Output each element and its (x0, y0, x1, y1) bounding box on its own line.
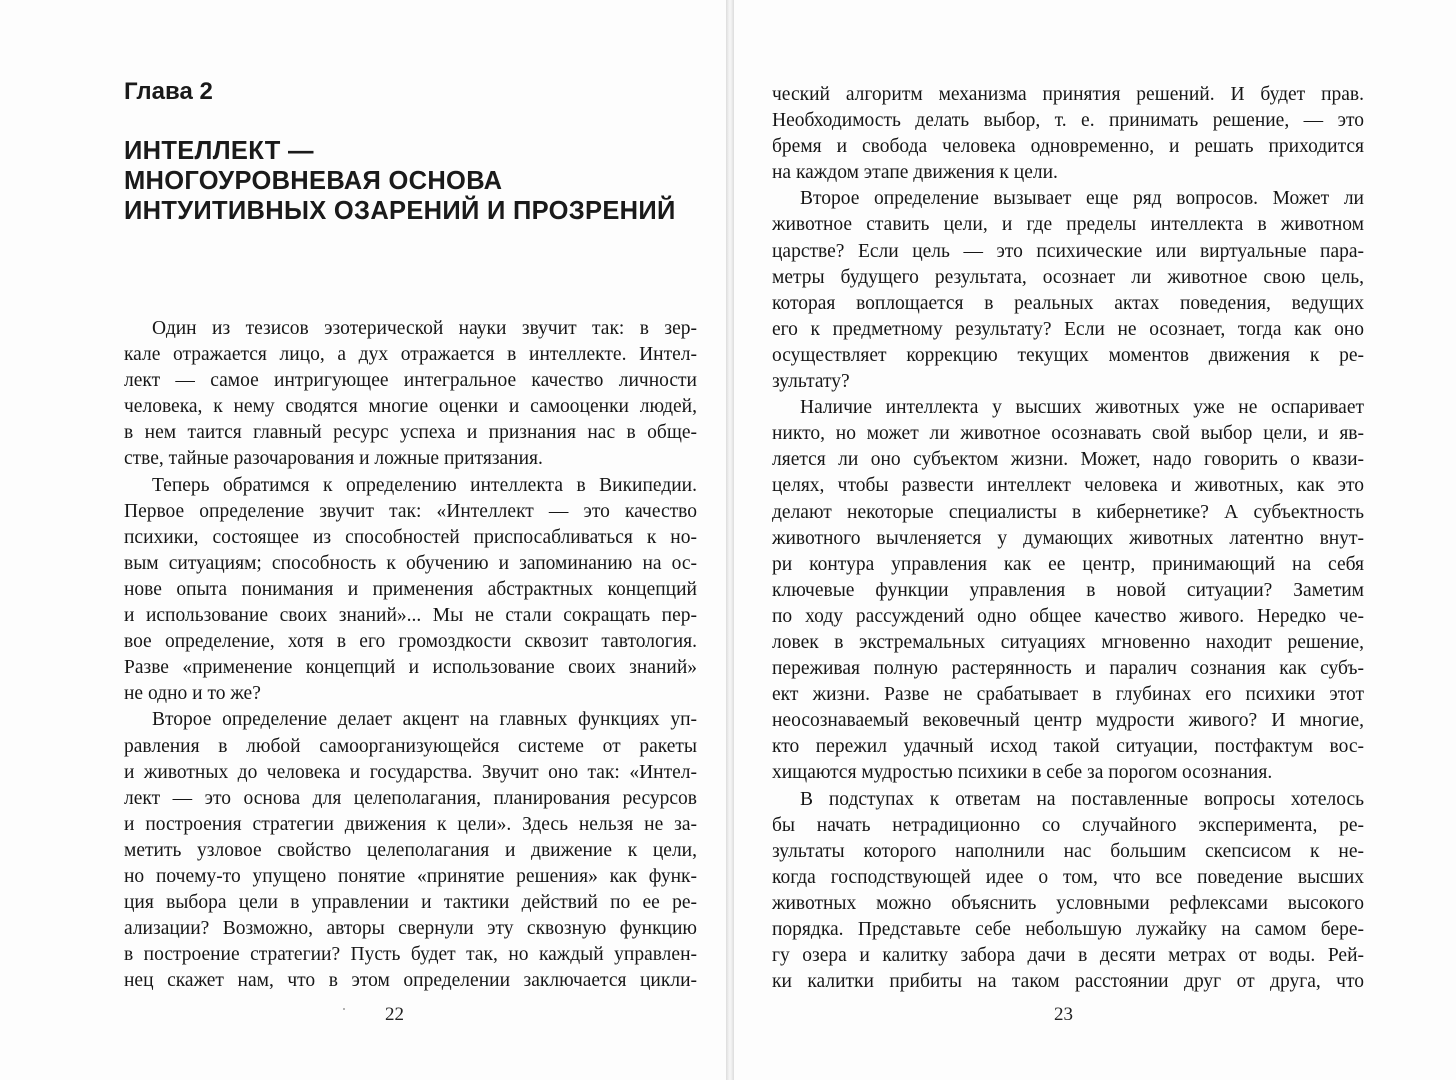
text-line: ки калитки прибиты на таком расстоянии друг от друга, что (772, 971, 1364, 993)
title-line: МНОГОУРОВНЕВАЯ ОСНОВА (124, 167, 503, 195)
text-line: не одно и то же? (124, 683, 261, 705)
text-line: Первое определение звучит так: «Интеллект — это качество (124, 500, 697, 522)
text-line: переживая полную растерянность и паралич сознания как субъ- (772, 658, 1364, 680)
print-speck (343, 1008, 345, 1010)
text-line: бремя и свобода человека одновременно, и решать приходится (772, 136, 1364, 158)
page-number: 22 (385, 1004, 404, 1025)
text-line: Один из тезисов эзотерической науки звучит так: в зер- (152, 318, 697, 339)
text-line: лект — самое интригующее интегральное качество личности (124, 370, 697, 392)
text-line: зультаты которого наполнили нас большим скепсисом к не- (772, 840, 1364, 862)
text-line: в нем таится главный ресурс успеха и признания нас в обще- (124, 422, 697, 444)
text-line: на каждом этапе движения к цели. (772, 162, 1058, 184)
text-line: гу озера и калитку забора дачи в десяти метрах от воды. Рей- (772, 945, 1364, 967)
text-line: осуществляет коррекцию текущих моментов движения к ре- (772, 344, 1364, 366)
left-page (0, 0, 726, 1080)
text-line: Наличие интеллекта у высших животных уже не оспаривает (800, 397, 1364, 419)
text-line: ект жизни. Разве не срабатывает в глубинах его психики этот (772, 684, 1364, 706)
text-line: целях, чтобы развести интеллект человека и животных, как это (772, 475, 1364, 497)
text-line: метры будущего результата, осознает ли животное свою цель, (772, 266, 1364, 288)
text-line: хищаются мудростью психики в себе за порогом осознания. (772, 762, 1273, 784)
text-line: вое определение, хотя в его громоздкости сквозит тавтология. (124, 631, 697, 653)
text-line: и животных до человека и государства. Звучит оно так: «Интел- (124, 761, 697, 783)
text-line: животное ставить цели, и где пределы интеллекта в животном (772, 214, 1364, 236)
text-line: Второе определение вызывает еще ряд вопросов. Может ли (800, 188, 1364, 210)
text-line: равления в любой самоорганизующейся системе от ракеты (124, 735, 697, 757)
text-line: порядка. Представьте себе небольшую лужайку на самом бере- (772, 919, 1364, 940)
text-line: его к предметному результату? Если не осознает, тогда как оно (772, 318, 1364, 340)
text-line: Разве «применение концепций и использование своих знаний» (124, 657, 697, 679)
text-line: животного вычленяется у думающих животных латентно внут- (772, 527, 1364, 549)
text-line: лект — это основа для целеполагания, планирования ресурсов (124, 787, 697, 809)
text-line: когда господствующей идее о том, что все поведение высших (772, 866, 1364, 888)
text-line: психики, состоящее из способностей приспосабливаться к но- (124, 526, 697, 548)
text-line: нове опыта понимания и применения абстрактных концепций (124, 578, 697, 600)
text-line: метить узловое свойство целеполагания и движение к цели, (124, 839, 697, 861)
book-gutter (726, 0, 734, 1080)
page-number: 23 (1054, 1004, 1073, 1025)
text-line: бы начать нетрадиционно со случайного эксперимента, ре- (772, 814, 1364, 836)
text-line: ри контура управления как ее центр, принимающий на себя (772, 553, 1364, 575)
text-line: в построение стратегии? Пусть будет так, но каждый управлен- (124, 944, 697, 966)
text-line: но почему-то упущено понятие «принятие решения» как функ- (124, 865, 697, 887)
text-line: ляется ли оно субъектом жизни. Может, надо говорить о квази- (772, 449, 1364, 471)
text-line: В подступах к ответам на поставленные вопросы хотелось (800, 788, 1364, 810)
text-line: человека, к нему сводятся многие оценки и самооценки людей, (124, 396, 697, 418)
text-line: царстве? Если цель — это психические или виртуальные пара- (772, 240, 1364, 262)
text-line: ключевые функции управления в новой ситуации? Заметим (772, 579, 1364, 601)
text-line: которая воплощается в реальных актах поведения, ведущих (772, 292, 1364, 314)
chapter-title (124, 136, 714, 226)
text-line: по ходу рассуждений одно общее качество живого. Нередко че- (772, 605, 1364, 627)
text-line: зультату? (772, 371, 850, 393)
right-body-text (772, 82, 1364, 995)
text-line: кто пережил удачный исход такой ситуации, постфактум вос- (772, 736, 1364, 758)
text-line: Необходимость делать выбор, т. е. принимать решение, — это (772, 110, 1364, 132)
title-line: ИНТУИТИВНЫХ ОЗАРЕНИЙ И ПРОЗРЕНИЙ (124, 197, 676, 225)
text-line: Второе определение делает акцент на главных функциях уп- (152, 709, 697, 731)
text-line: неосознаваемый вековечный центр мудрости живого? И многие, (772, 710, 1364, 732)
text-line: Теперь обратимся к определению интеллекта в Википедии. (152, 474, 697, 496)
text-line: никто, но может ли животное осознавать свой выбор цели, и яв- (772, 423, 1364, 445)
text-line: ческий алгоритм механизма принятия решений. И будет прав. (772, 84, 1364, 105)
text-line: и построения стратегии движения к цели». Здесь нельзя не за- (124, 813, 697, 835)
text-line: вым ситуациям; способность к обучению и запоминанию на ос- (124, 552, 697, 574)
text-line: и использование своих знаний»... Мы не стали сокращать пер- (124, 605, 697, 627)
text-line: ция выбора цели в управлении и тактики действий по ее ре- (124, 892, 697, 914)
left-body-text (124, 316, 697, 994)
text-line: ловек в экстремальных ситуациях мгновенно находит решение, (772, 631, 1364, 653)
text-line: животных можно объяснить условными рефлексами высокого (772, 892, 1364, 914)
title-line: ИНТЕЛЛЕКТ — (124, 137, 314, 165)
text-line: стве, тайные разочарования и ложные притязания. (124, 448, 543, 470)
text-line: нец скажет нам, что в этом определении заключается цикли- (124, 970, 697, 992)
text-line: кале отражается лицо, а дух отражается в интеллекте. Интел- (124, 344, 697, 366)
text-line: ализации? Возможно, авторы свернули эту сквозную функцию (124, 918, 697, 940)
chapter-label: Глава 2 (124, 78, 213, 105)
text-line: делают некоторые специалисты в кибернетике? А субъектность (772, 501, 1364, 523)
